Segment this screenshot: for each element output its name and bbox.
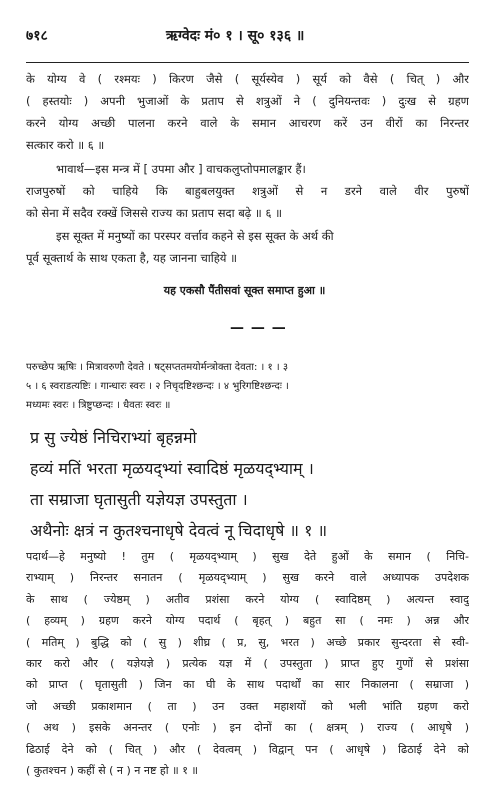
- mantra-line: ता सम्राजा घृतासुती यज्ञेयज्ञ उपस्तुता ।: [30, 490, 248, 509]
- section-separator: — — —: [230, 320, 287, 336]
- sukta-summary-paragraph: [26, 225, 469, 269]
- text-line: करने योग्य अच्छी पालना करने वाले के समान आचरण करें उन वीरों का निरन्तर: [26, 116, 469, 130]
- meta-line: परुच्छेप ऋषिः । मित्रावरुणौ देवते । षट्सप्ततमयोर्मन्त्रोक्ता देवता: । १ । ३: [26, 362, 289, 373]
- text-line: पूर्व सूक्तार्थ के साथ एकता है, यह जानना चाहिये ॥: [26, 251, 238, 265]
- text-line: राभ्याम् ) निरन्तर सनातन ( मृळयद्भ्याम् ) सुख करने वाले अध्यापक उपदेशक: [26, 571, 469, 585]
- header-rule: [26, 62, 469, 63]
- text-line: इस सूक्त में मनुष्यों का परस्पर वर्त्ताव कहने से इस सूक्त के अर्थ की: [56, 229, 334, 243]
- continued-paragraph: [26, 68, 469, 156]
- sukta-colophon: यह एकसौ पैंतीसवां सूक्त समाप्त हुआ ॥: [163, 284, 326, 297]
- text-line: को सेना में सदैव रक्खें जिससे राज्य का प्रताप सदा बढ़े ॥ ६ ॥: [26, 206, 282, 220]
- text-line: पदार्थ—हे मनुष्यो ! तुम ( मृळयद्भ्याम् ) सुख देते हुओं के समान ( निचि-: [26, 550, 469, 563]
- mantra-line: अथैनोः क्षत्रं न कुतश्चनाधृषे देवत्वं नू चिदाधृषे ॥ १ ॥: [30, 521, 328, 540]
- page-header: [26, 26, 466, 48]
- text-line: राजपुरुषों को चाहिये कि बाहुबलयुक्त शत्रुओं से न डरने वाले वीर पुरुषों: [26, 184, 469, 198]
- text-line: ( अथ ) इसके अनन्तर ( एनोः ) इन दोनों का ( क्षत्रम् ) राज्य ( आधृषे ): [26, 721, 469, 735]
- running-head: ऋग्वेदः मं० १ । सू० १३६ ॥: [166, 28, 305, 44]
- text-line: के योग्य वे ( रश्मयः ) किरण जैसे ( सूर्यस्येव ) सूर्य को वैसे ( चित् ) और: [26, 72, 469, 86]
- meta-line: मध्यमः स्वरः । त्रिष्टुप्छन्दः । धैवतः स्वरः ॥: [26, 400, 171, 411]
- text-line: कार करो और ( यज्ञेयज्ञे ) प्रत्येक यज्ञ में ( उपस्तुता ) प्राप्त हुए गुणों से प्रशंसा: [26, 656, 469, 670]
- padartha-paragraph: [26, 546, 469, 781]
- page-number: ७१८: [26, 28, 48, 44]
- text-line: ( कुतश्चन ) कहीं से ( न ) न नष्ट हो ॥ १ ॥: [26, 763, 199, 777]
- sukta-metadata: [26, 358, 469, 415]
- bhavartha-paragraph: [26, 158, 469, 224]
- text-line: ( हस्तयोः ) अपनी भुजाओं के प्रताप से शत्रुओं ने ( दुनियन्तवः ) दुःख से ग्रहण: [26, 94, 469, 108]
- text-line: को प्राप्त ( घृतासुती ) जिन का घी के साथ पदार्थों का सार निकालना ( सम्राजा ): [26, 678, 469, 692]
- mantra-verse: [30, 422, 460, 546]
- text-line: सत्कार करो ॥ ६ ॥: [26, 138, 105, 152]
- text-line: ( मतिम् ) बुद्धि को ( सु ) शीघ्र ( प्र, सु, भरत ) अच्छे प्रकार सुन्दरता से स्वी-: [26, 635, 469, 649]
- text-line: के साथ ( ज्येष्ठम् ) अतीव प्रशंसा करने योग्य ( स्वादिष्ठम् ) अत्यन्त स्वादु: [26, 592, 469, 606]
- text-line: जो अच्छी प्रकाशमान ( ता ) उन उक्त महाशयों को भली भांति ग्रहण करो: [26, 699, 469, 713]
- text-line: ( हव्यम् ) ग्रहण करने योग्य पदार्थ ( बृहत् ) बहुत सा ( नमः ) अन्न और: [26, 614, 469, 628]
- mantra-line: हव्यं मतिं भरता मृळयद्भ्यां स्वादिष्ठं मृळयद्भ्याम् ।: [30, 459, 314, 478]
- text-line: ढिठाई देने को ( चित् ) और ( देवत्वम् ) विद्वान् पन ( आधृषे ) ढिठाई देने को: [26, 742, 469, 756]
- text-line: भावार्थ—इस मन्त्र में [ उपमा और ] वाचकलुप्तोपमालङ्कार हैं।: [56, 162, 306, 176]
- mantra-line: प्र सु ज्येष्ठं निचिराभ्यां बृहन्नमो: [30, 428, 197, 447]
- meta-line: ५ । ६ स्वराडत्यष्टिः । गान्धारः स्वरः । २ निचृदष्टिश्छन्दः । ४ भुरिगष्टिश्छन्दः ।: [26, 381, 289, 392]
